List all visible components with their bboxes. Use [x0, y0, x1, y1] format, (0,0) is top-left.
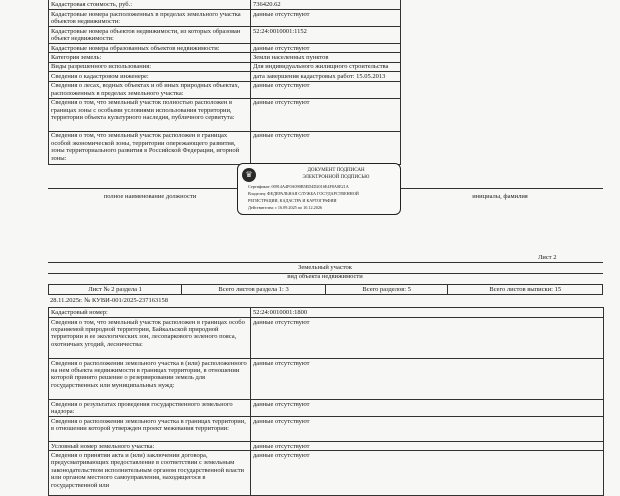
table-row — [49, 400, 604, 417]
section-subtitle: вид объекта недвижимости — [287, 273, 363, 280]
table-row — [49, 318, 604, 359]
row-value: данные отсутствуют — [251, 10, 401, 27]
row-label: Кадастровая стоимость, руб.: — [49, 0, 251, 10]
table-row — [49, 131, 401, 164]
table-row — [49, 451, 604, 496]
top-table — [48, 0, 401, 165]
row-label: Виды разрешенного использования: — [49, 62, 251, 71]
table-row — [49, 72, 401, 81]
table-row — [49, 44, 401, 53]
row-label: Условный номер земельного участка: — [49, 442, 251, 451]
row-label: Категория земель: — [49, 53, 251, 62]
row-value: данные отсутствуют — [251, 451, 604, 496]
table-row — [49, 417, 604, 442]
row-value: дата завершения кадастровых работ: 15.05.2013 — [251, 72, 401, 81]
row-value: данные отсутствуют — [251, 81, 401, 98]
stamp-subtitle: ЭЛЕКТРОННОЙ ПОДПИСЬЮ — [302, 175, 370, 180]
row-label: Сведения о лесах, водных объектах и об иных природных объектах, расположенных в пределах земельного участка: — [49, 81, 251, 98]
row-label: Сведения о том, что земельный участок расположен в границах особой экономической зоны, территории опережающего развития, зоны территориального развития в Российской Федерации, игорной зоны: — [49, 131, 251, 164]
sheet2-table — [48, 307, 604, 496]
row-label: Сведения о том, что земельный участок полностью расположен в границах зоны с особыми условиями использования территории, территории объекта культурного наследия, публичного сервитута: — [49, 98, 251, 131]
row-label: Сведения о расположении земельного участка в (или) расположенного на нем объекта недвижимости в границах территории, в отношении которой принято решение о резервировании земель для государственных или муниципальных нужд: — [49, 359, 251, 400]
row-label: Сведения о том, что земельный участок расположен в границах особо охраняемой природной территории, Байкальской природной территории и ее экологических зон, лесопаркового зеленого пояса, охотничьих угодий, лесничества: — [49, 318, 251, 359]
row-value: данные отсутствуют — [251, 44, 401, 53]
stamp-certificate: Сертификат: 00914A4F0A090B5ED4D2016E4F8A0E21A — [248, 184, 349, 189]
row-value: 52:24:0010001:1800 — [251, 308, 604, 318]
row-value: данные отсутствуют — [251, 131, 401, 164]
row-label: Сведения о принятии акта и (или) заключении договора, предусматривающих предоставление в соответствии с земельным законодательством исполнительным органом государственной власти или органом местного самоуправления, находящегося в государственной или — [49, 451, 251, 496]
row-label: Сведения о кадастровом инженере: — [49, 72, 251, 81]
table-row — [49, 53, 401, 62]
row-value: данные отсутствуют — [251, 318, 604, 359]
emblem-icon: ♛ — [242, 168, 256, 182]
sheet-number: Лист 2 — [538, 254, 557, 261]
table-row — [49, 10, 401, 27]
table-row — [49, 81, 401, 98]
stamp-owner-cont: РЕГИСТРАЦИИ, КАДАСТРА И КАРТОГРАФИИ — [248, 198, 337, 203]
sheet-of-section: Лист № 2 раздела 1 — [49, 285, 182, 295]
row-value: Для индивидуального жилищного строительства — [251, 62, 401, 71]
row-value: данные отсутствуют — [251, 400, 604, 417]
stamp-validity: Действителен: с 16.09.2025 по 10.12.2026 — [248, 205, 323, 210]
row-label: Сведения о результатах проведения государственного земельного надзора: — [49, 400, 251, 417]
table-row — [49, 62, 401, 71]
row-label: Кадастровые номера объектов недвижимости, из которых образован объект недвижимости: — [49, 27, 251, 44]
row-value: данные отсутствуют — [251, 359, 604, 400]
row-value: данные отсутствуют — [251, 417, 604, 442]
row-label: Кадастровый номер: — [49, 308, 251, 318]
sections-total: Всего разделов: 5 — [325, 285, 447, 295]
sheet-info-bar — [48, 284, 603, 295]
table-row — [49, 98, 401, 131]
header-line — [48, 262, 603, 263]
row-value: данные отсутствуют — [251, 98, 401, 131]
row-value: данные отсутствуют — [251, 442, 604, 451]
table-row — [49, 442, 604, 451]
section-sheets-total: Всего листов раздела 1: 3 — [182, 285, 326, 295]
row-value: 52:24:0010001:1152 — [251, 27, 401, 44]
table-row — [49, 27, 401, 44]
position-label: полное наименование должности — [103, 193, 197, 200]
row-label: Сведения о расположении земельного участка в границах территории, в отношении которой утвержден проект межевания территории: — [49, 417, 251, 442]
table-row — [49, 359, 604, 400]
electronic-signature-stamp — [237, 163, 401, 215]
row-value: 736420.62 — [251, 0, 401, 10]
name-label: инициалы, фамилия — [472, 193, 528, 200]
extract-sheets-total: Всего листов выписки: 15 — [448, 285, 603, 295]
stamp-owner: Владелец: ФЕДЕРАЛЬНАЯ СЛУЖБА ГОСУДАРСТВЕННОЙ — [248, 191, 359, 196]
row-value: Земли населенных пунктов — [251, 53, 401, 62]
table-row — [49, 0, 401, 10]
stamp-title: ДОКУМЕНТ ПОДПИСАН — [307, 168, 365, 173]
table-row — [49, 308, 604, 318]
section-title: Земельный участок — [298, 264, 352, 271]
record-reference: 28.11.2025г. № КУВИ-001/2025-237163158 — [50, 297, 168, 304]
row-label: Кадастровые номера расположенных в пределах земельного участка объектов недвижимости: — [49, 10, 251, 27]
row-label: Кадастровые номера образованных объектов недвижимости: — [49, 44, 251, 53]
